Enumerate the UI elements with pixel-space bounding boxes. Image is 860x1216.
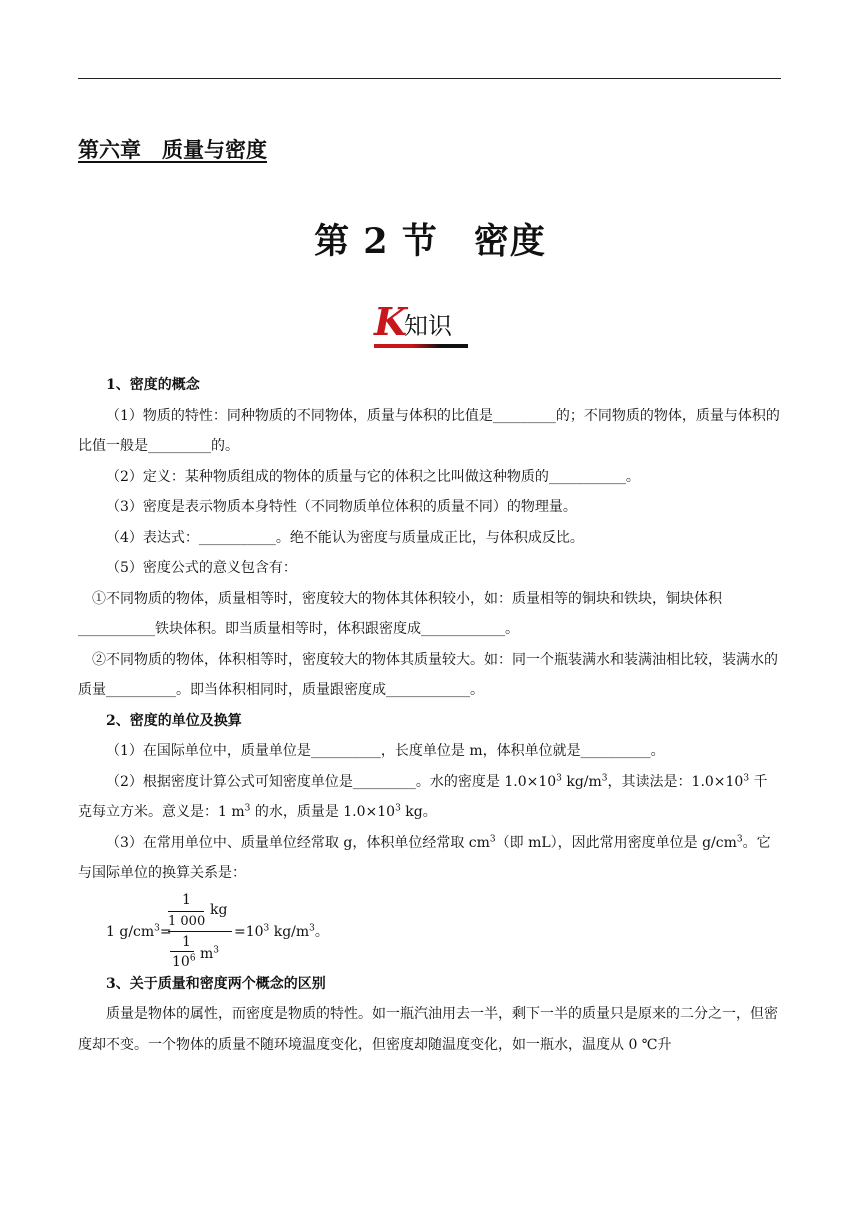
section-heading-2: 2、密度的单位及换算: [106, 712, 242, 729]
paragraph: （2）根据密度计算公式可知密度单位是_________。水的密度是 $1.0\times 10^3$ $kg/m^3$，其读法是：$1.0\times 10^3$ 千克每立方米。意义是：1 $m^3$ 的水，质量是 $1.0\times 10^3$ kg。: [78, 772, 768, 820]
paragraph: （2）定义：某种物质组成的物体的质量与它的体积之比叫做这种物质的___________。: [106, 468, 640, 485]
section-title: 第 2 节 密度: [314, 221, 546, 262]
badge-letter: K: [374, 299, 408, 344]
paragraph: （3）密度是表示物质本身特性（不同物质单位体积的质量不同）的物理量。: [106, 499, 577, 515]
badge-underline: [374, 344, 468, 348]
conversion-formula: [78, 889, 781, 969]
paragraph: （5）密度公式的意义包含有：: [106, 560, 297, 576]
section-heading-3: 3、关于质量和密度两个概念的区别: [106, 975, 326, 992]
paragraph: （4）表达式：___________。绝不能认为密度与质量成正比，与体积成反比。: [106, 529, 584, 546]
header-rule: [78, 78, 781, 79]
paragraph: ②不同物质的物体，体积相等时，密度较大的物体其质量较大。如：同一个瓶装满水和装满油相比较，装满水的质量__________。即当体积相同时，质量跟密度成____________。: [78, 651, 778, 698]
paragraph: 质量是物体的属性，而密度是物质的特性。如一瓶汽油用去一半，剩下一半的质量只是原来的二分之一，但密度却不变。一个物体的质量不随环境温度变化，但密度却随温度变化，如一瓶水，温度从 0 ℃升: [78, 1006, 778, 1053]
knowledge-badge: [372, 300, 472, 352]
chapter-title: 第六章 质量与密度: [78, 137, 267, 162]
paragraph: （3）在常用单位中、质量单位经常取 g，体积单位经常取 $cm^3$（即 mL），因此常用密度单位是 $g/cm^3$。它与国际单位的换算关系是：: [78, 833, 771, 881]
paragraph: ①不同物质的物体，质量相等时，密度较大的物体其体积较小，如：质量相等的铜块和铁块，铜块体积___________铁块体积。即当质量相等时，体积跟密度成____________。: [78, 590, 722, 637]
formula-right: $=10^3$ $kg/m^3$。: [234, 922, 329, 940]
section-heading-1: 1、密度的概念: [106, 377, 200, 393]
paragraph: （1）物质的特性：同种物质的不同物体，质量与体积的比值是_________的；不同物质的物体，质量与体积的比值一般是_________的。: [78, 407, 780, 454]
formula-left: 1 $g/cm^3=$: [106, 922, 172, 940]
paragraph: （1）在国际单位中，质量单位是__________，长度单位是 m，体积单位就是__________。: [106, 743, 665, 759]
formula-fraction: 1 1 000 kg 1 $10^6$ $m^3$: [168, 891, 248, 967]
document-body: [78, 370, 781, 1060]
badge-text: 知识: [404, 312, 452, 340]
